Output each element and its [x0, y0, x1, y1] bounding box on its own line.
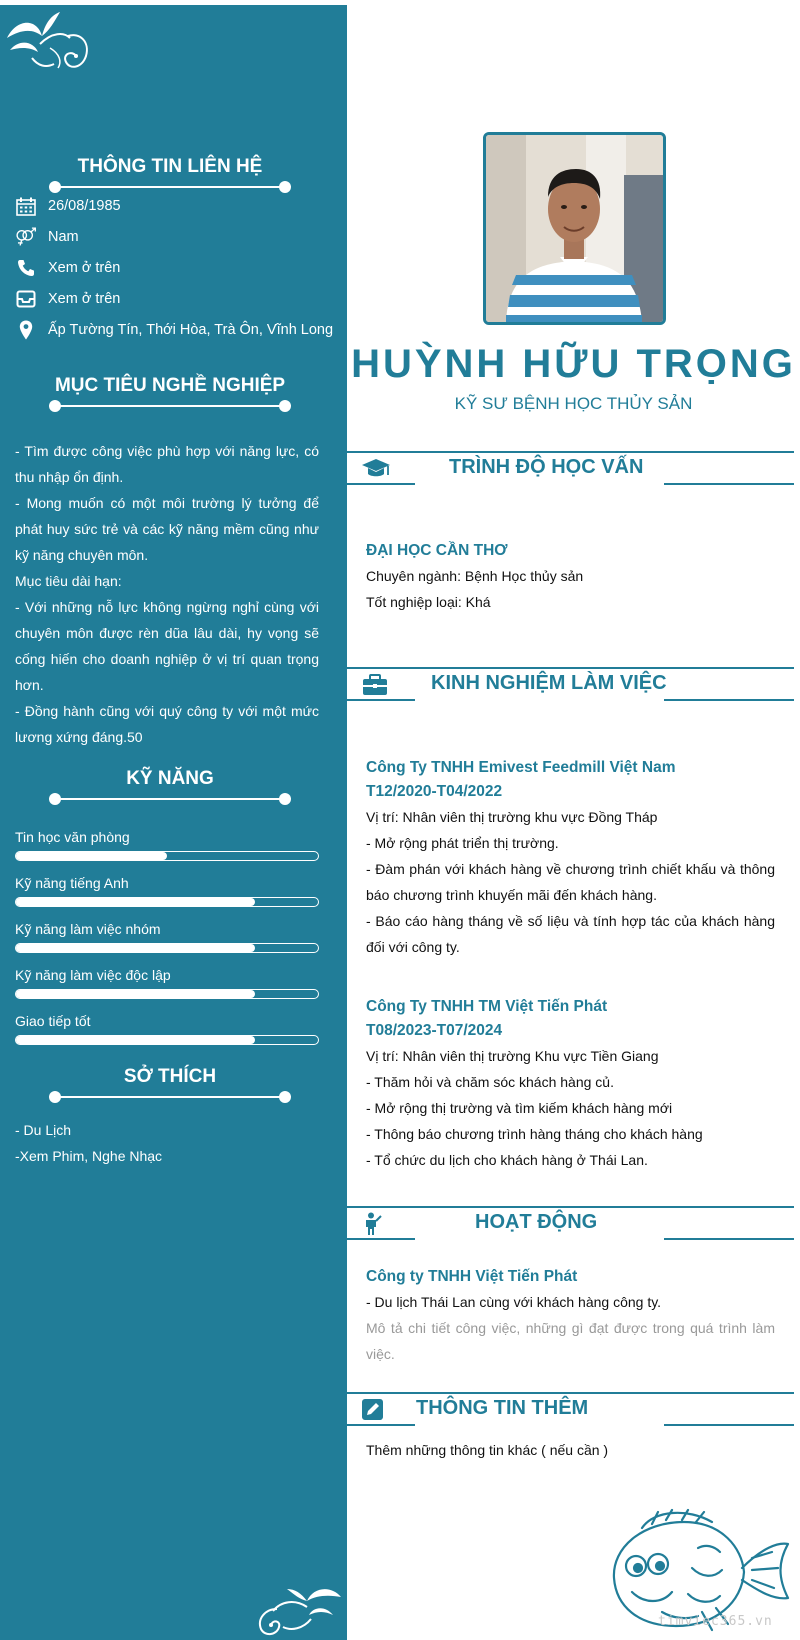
- skill-bar-fill: [16, 990, 255, 998]
- email-value: Xem ở trên: [48, 291, 121, 307]
- job-line: Vị trí: Nhân viên thị trường Khu vực Tiền Giang: [366, 1048, 659, 1064]
- graduation-cap-icon: [361, 457, 391, 481]
- extra-block: [366, 1437, 775, 1463]
- phone-value: Xem ở trên: [48, 260, 121, 276]
- objective-heading: [0, 375, 340, 407]
- job-line: - Thông báo chương trình hàng tháng cho khách hàng: [366, 1126, 703, 1142]
- sidebar: [0, 5, 347, 1640]
- activities-block: [366, 1265, 775, 1367]
- watermark: timviec365.vn: [658, 1614, 773, 1629]
- experience-section-header: [347, 667, 794, 701]
- activity-placeholder: Mô tả chi tiết công việc, những gì đạt được trong quá trình làm việc.: [366, 1320, 775, 1362]
- briefcase-icon: [361, 673, 391, 697]
- hobby-item: - Du Lịch: [15, 1122, 72, 1138]
- skill-label: Kỹ năng tiếng Anh: [15, 875, 129, 891]
- skill-bar: [15, 989, 319, 999]
- hobby-item: -Xem Phim, Nghe Nhạc: [15, 1148, 163, 1164]
- job-line: - Tổ chức du lịch cho khách hàng ở Thái Lan.: [366, 1152, 648, 1168]
- job-period: T12/2020-T04/2022: [366, 783, 503, 800]
- skill-item: [15, 829, 319, 861]
- education-section-header: [347, 451, 794, 485]
- job-company: Công Ty TNHH Emivest Feedmill Việt Nam: [366, 759, 676, 776]
- objective-paragraph: - Với những nỗ lực không ngừng nghỉ cùng với chuyên môn được rèn dũa lâu dài, hy vọng sẽ cống hiến cho doanh nghiệp ở vị trí quan trọng hơn.: [15, 599, 319, 693]
- main-content: [347, 0, 800, 1640]
- job-line: - Mở rộng thị trường và tìm kiếm khách hàng mới: [366, 1100, 673, 1116]
- objective-paragraph: Mục tiêu dài hạn:: [15, 573, 122, 589]
- grade-text: Tốt nghiệp loại: Khá: [366, 594, 491, 610]
- extra-heading: THÔNG TIN THÊM: [416, 1397, 589, 1419]
- hobbies-heading-text: SỞ THÍCH: [123, 1066, 217, 1087]
- activity-line: - Du lịch Thái Lan cùng với khách hàng công ty.: [366, 1294, 662, 1310]
- hobbies-list: [15, 1117, 162, 1169]
- phone-icon: [15, 257, 37, 279]
- job-entry: [366, 995, 775, 1173]
- experience-heading: KINH NGHIỆM LÀM VIỆC: [431, 672, 667, 694]
- heading-divider: [55, 186, 285, 188]
- skill-bar: [15, 943, 319, 953]
- skill-bar-fill: [16, 1036, 255, 1044]
- skill-label: Kỹ năng làm việc nhóm: [15, 921, 161, 937]
- job-line: - Mở rộng phát triển thị trường.: [366, 835, 559, 851]
- person-icon: [361, 1212, 391, 1236]
- skill-bar-fill: [16, 898, 255, 906]
- skill-item: [15, 921, 319, 953]
- extra-text: Thêm những thông tin khác ( nếu cần ): [366, 1442, 609, 1458]
- objective-paragraph: - Đồng hành cũng với quý công ty với một mức lương xứng đáng.50: [15, 703, 319, 745]
- objective-heading-text: MỤC TIÊU NGHỀ NGHIỆP: [54, 375, 286, 396]
- skill-bar-fill: [16, 944, 255, 952]
- envelope-icon: [15, 288, 37, 310]
- job-line: - Đàm phán với khách hàng về chương trình chiết khấu và thông báo chương trình khuyến mãi đến khách hàng.: [366, 861, 775, 903]
- extra-section-header: [347, 1392, 794, 1426]
- activities-section-header: [347, 1206, 794, 1240]
- job-line: - Thăm hỏi và chăm sóc khách hàng củ.: [366, 1074, 614, 1090]
- heading-divider: [55, 798, 285, 800]
- hobbies-heading: [0, 1066, 340, 1098]
- contact-heading: [0, 156, 340, 188]
- contact-address: [15, 319, 333, 341]
- gender-value: Nam: [48, 229, 79, 245]
- skill-bar-fill: [16, 852, 167, 860]
- pencil-icon: [361, 1398, 391, 1422]
- address-value: Ấp Tường Tín, Thới Hòa, Trà Ôn, Vĩnh Long: [48, 322, 334, 338]
- skill-bar: [15, 851, 319, 861]
- skill-bar: [15, 897, 319, 907]
- objective-paragraph: - Mong muốn có một môi trường lý tưởng để phát huy sức trẻ và các kỹ năng mềm cũng như kỹ năng chuyên môn.: [15, 495, 319, 563]
- job-entry: [366, 756, 775, 960]
- objective-text: [15, 438, 319, 750]
- skill-item: [15, 1013, 319, 1045]
- skill-label: Kỹ năng làm việc độc lập: [15, 967, 171, 983]
- skills-heading: [0, 768, 340, 800]
- job-line: - Báo cáo hàng tháng về số liệu và tính hợp tác của khách hàng đối với công ty.: [366, 913, 775, 955]
- skill-item: [15, 967, 319, 999]
- map-pin-icon: [15, 319, 37, 341]
- activity-org: Công ty TNHH Việt Tiến Phát: [366, 1268, 578, 1285]
- skill-bar: [15, 1035, 319, 1045]
- activities-heading: HOẠT ĐỘNG: [475, 1211, 598, 1233]
- contact-birthday: [15, 195, 121, 217]
- candidate-name: HUỲNH HỮU TRỌNG: [351, 342, 796, 386]
- floral-ornament-top: [2, 8, 92, 80]
- skill-label: Giao tiếp tốt: [15, 1013, 91, 1029]
- job-line: Vị trí: Nhân viên thị trường khu vực Đồng Tháp: [366, 809, 658, 825]
- school-name: ĐẠI HỌC CẦN THƠ: [366, 542, 508, 559]
- skill-label: Tin học văn phòng: [15, 829, 130, 845]
- education-heading: TRÌNH ĐỘ HỌC VẤN: [449, 456, 644, 478]
- job-company: Công Ty TNHH TM Việt Tiến Phát: [366, 998, 608, 1015]
- contact-phone: [15, 257, 120, 279]
- contact-gender: [15, 226, 79, 248]
- skill-item: [15, 875, 319, 907]
- skills-heading-text: KỸ NĂNG: [126, 768, 214, 789]
- contact-email: [15, 288, 120, 310]
- contact-heading-text: THÔNG TIN LIÊN HỆ: [77, 156, 263, 177]
- profile-photo: [483, 132, 666, 325]
- major-text: Chuyên ngành: Bệnh Học thủy sản: [366, 568, 584, 584]
- objective-paragraph: - Tìm được công việc phù hợp với năng lực, có thu nhập ổn định.: [15, 443, 319, 485]
- heading-divider: [55, 405, 285, 407]
- heading-divider: [55, 1096, 285, 1098]
- job-period: T08/2023-T07/2024: [366, 1022, 503, 1039]
- floral-ornament-bottom: [255, 1583, 345, 1639]
- candidate-title: KỸ SƯ BỆNH HỌC THỦY SẢN: [454, 394, 693, 413]
- person-photo-icon: [486, 135, 663, 322]
- gender-icon: [15, 226, 37, 248]
- education-block: [366, 539, 775, 615]
- calendar-icon: [15, 195, 37, 217]
- birthday-value: 26/08/1985: [48, 198, 121, 214]
